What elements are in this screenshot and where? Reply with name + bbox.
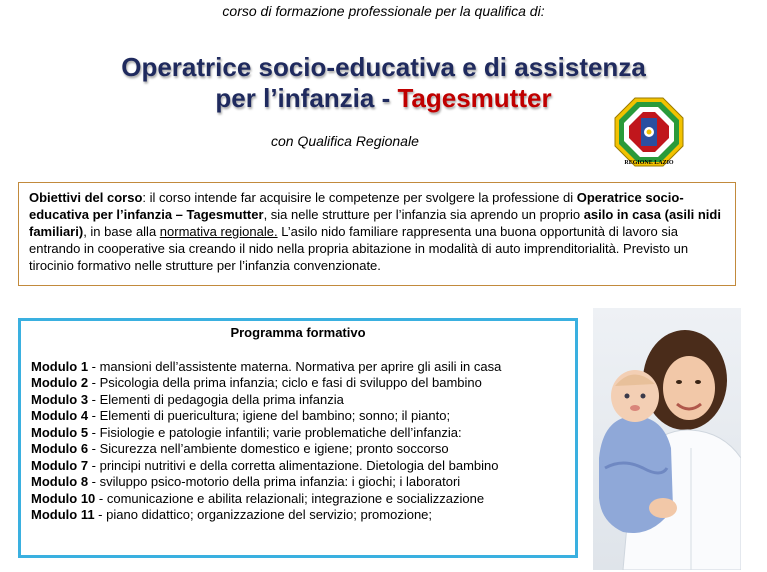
obiettivi-text-3: , in base alla [83, 224, 160, 239]
logo-caption: REGIONE LAZIO [624, 160, 674, 166]
obiettivi-text-4: L’asilo nido familiare rappresenta una buona opportunità di lavoro sia entrando in cooperative sia creando il nido nella propria abitazione in modalità di auto imprenditorialità. Previsto un tirocinio formativo nelle strutture per l’infanzia convenzionate. [29, 224, 689, 273]
modulo-text: - principi nutritivi e della corretta alimentazione. Dietologia del bambino [88, 457, 499, 473]
modulo-label: Modulo 3 [31, 391, 89, 407]
modulo-text: - Fisiologie e patologie infantili; varie problematiche dell’infanzia: [88, 424, 462, 440]
title-line-1: Operatrice socio-educativa e di assistenza [121, 52, 646, 82]
modulo-text: - comunicazione e abilita relazionali; integrazione e socializzazione [95, 490, 485, 506]
programma-box [18, 318, 578, 558]
modulo-text: - Elementi di puericultura; igiene del bambino; sonno; il pianto; [88, 408, 451, 423]
modulo-item [31, 359, 565, 376]
mother-and-baby-photo-icon [593, 308, 741, 570]
modulo-label: Modulo 6 [31, 441, 89, 456]
modulo-item [31, 441, 565, 458]
obiettivi-label: Obiettivi del corso [29, 190, 143, 205]
modulo-item [31, 375, 565, 392]
course-intro: corso di formazione professionale per la qualifica di: [222, 3, 545, 19]
modulo-label: Modulo 11 [31, 507, 95, 522]
modulo-item [31, 392, 565, 409]
obiettivi-bold-2: asilo in casa (asili nidi familiari) [29, 207, 721, 239]
obiettivi-box [18, 182, 736, 286]
qualifica-regionale: con Qualifica Regionale [271, 133, 419, 149]
title-accent-tagesmutter: Tagesmutter [397, 83, 552, 113]
normativa-link[interactable]: normativa regionale. [159, 224, 278, 239]
programma-title: Programma formativo [230, 325, 366, 340]
modulo-label: Modulo 2 [31, 375, 89, 390]
modulo-text: - Sicurezza nell’ambiente domestico e igiene; pronto soccorso [88, 441, 449, 456]
obiettivi-bold-1: Operatrice socio-educativa per l’infanzia – Tagesmutter [29, 190, 684, 222]
modulo-label: Modulo 1 [31, 358, 89, 374]
title-line-2-text: per l’infanzia - [215, 83, 398, 113]
modulo-label: Modulo 4 [31, 408, 89, 423]
modulo-item [31, 408, 565, 425]
modulo-text: - piano didattico; organizzazione del servizio; promozione; [94, 507, 433, 522]
modulo-text: - Psicologia della prima infanzia; ciclo e fasi di sviluppo del bambino [88, 375, 482, 390]
modulo-item [31, 458, 565, 475]
modulo-label: Modulo 5 [31, 424, 89, 440]
modulo-item [31, 507, 565, 524]
modulo-item [31, 425, 565, 442]
modulo-item [31, 474, 565, 491]
modulo-text: - mansioni dell’assistente materna. Normativa per aprire gli asili in casa [88, 358, 502, 374]
modulo-label: Modulo 10 [31, 490, 96, 506]
obiettivi-text-1: : il corso intende far acquisire le competenze per svolgere la professione di [142, 190, 577, 205]
modulo-item [31, 491, 565, 508]
modulo-label: Modulo 8 [31, 474, 89, 489]
modulo-text: - sviluppo psico-motorio della prima infanzia: i giochi; i laboratori [88, 474, 461, 489]
obiettivi-text-2: , sia nelle strutture per l’infanzia sia aprendo un proprio [263, 207, 584, 222]
modulo-label: Modulo 7 [31, 457, 89, 473]
modulo-text: - Elementi di pedagogia della prima infanzia [88, 391, 344, 407]
